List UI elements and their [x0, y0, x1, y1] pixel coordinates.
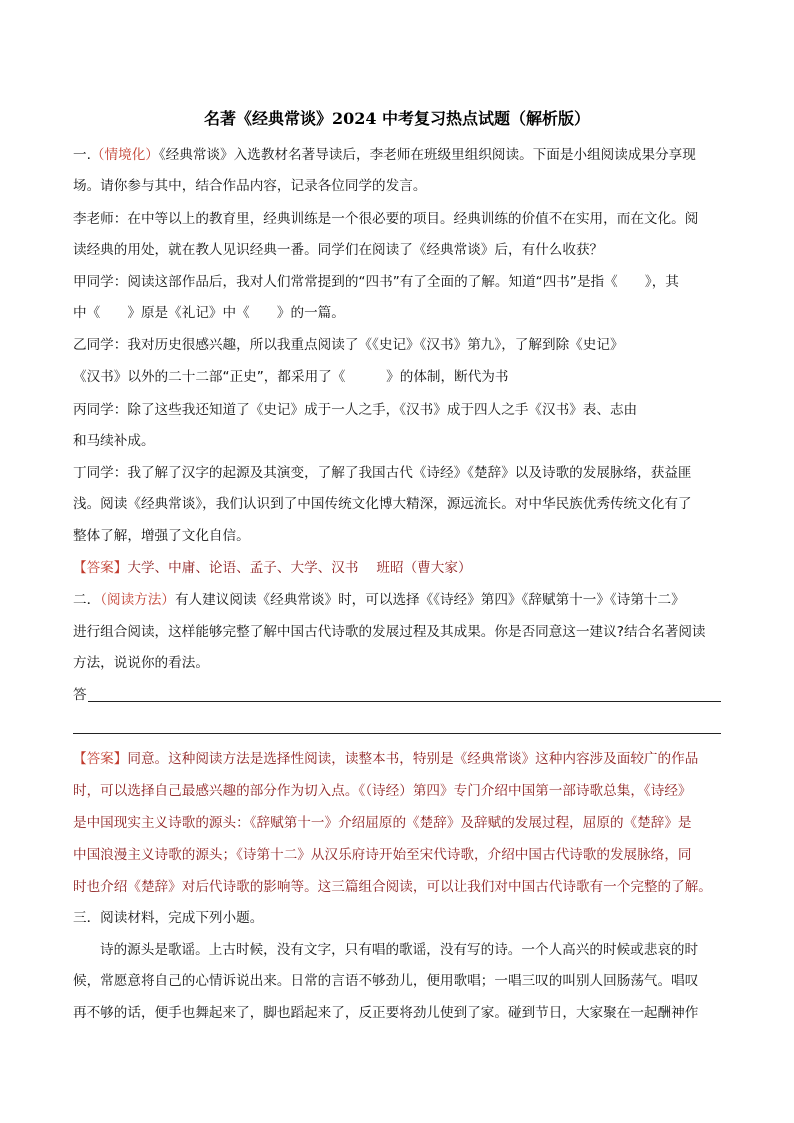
student-bing-line-1: 丙同学：除了这些我还知道了《史记》成于一人之手，《汉书》成于四人之手《汉书》表、志由	[73, 402, 638, 418]
teacher-line-1: 李老师：在中等以上的教育里，经典训练是一个很必要的项目。经典训练的价值不在实用，而在文化。阅	[73, 211, 699, 227]
student-ding-line-3: 整体了解，增强了文化自信。	[73, 528, 250, 544]
q2-tag: （阅读方法）	[100, 592, 175, 608]
q2-line-2: 进行组合阅读，这样能够完整了解中国古代诗歌的发展过程及其成果。你是否同意这一建议?结合名著阅读	[73, 624, 706, 640]
q2-answer-line-1	[73, 750, 733, 768]
q2-answer-line-3: 是中国现实主义诗歌的源头：《辞赋第十一》介绍屈原的《楚辞》及辞赋的发展过程，屈原的《楚辞》是	[73, 815, 692, 831]
q2-number: 二．	[73, 592, 101, 608]
teacher-line-2: 读经典的用处，就在教人见识经典一番。同学们在阅读了《经典常谈》后，有什么收获？	[73, 242, 604, 258]
q1-answer	[73, 559, 733, 577]
q2-line-3: 方法，说说你的看法。	[73, 655, 209, 671]
q3-passage-line-2: 候，常愿意将自己的心情诉说出来。日常的言语不够劲儿，便用歌唱；一唱三叹的叫别人回肠荡气。唱叹	[73, 973, 699, 989]
q1-intro-line-2: 场。请你参与其中，结合作品内容，记录各位同学的发言。	[73, 178, 427, 194]
q1-answer-label: 【答案】	[73, 560, 128, 576]
student-bing-line-2: 和马续补成。	[73, 433, 155, 449]
q1-number: 一.	[73, 147, 91, 163]
q2-answer-line-5: 时也介绍《楚辞》对后代诗歌的影响等。这三篇组合阅读，可以让我们对中国古代诗歌有一个完整的了解。	[73, 879, 712, 895]
q3-passage-line-3: 再不够的话，便手也舞起来了，脚也蹈起来了，反正要将劲儿使到了家。碰到节日，大家聚在一起酬神作	[73, 1005, 699, 1021]
q2-line-1	[73, 591, 733, 609]
document-title: 名著《经典常谈》2024 中考复习热点试题（解析版）	[203, 109, 591, 128]
q1-tag: （情境化）	[90, 147, 159, 163]
q2-answer-line-2: 时，可以选择自己最感兴趣的部分作为切入点。《（诗经）第四》专门介绍中国第一部诗歌总集，《诗经》	[73, 783, 692, 799]
student-jia-line-1: 甲同学：阅读这部作品后，我对人们常常提到的“四书”有了全面的了解。知道“四书”是指《 》，其	[73, 274, 679, 290]
student-jia-line-2: 中《 》原是《礼记》中《 》的一篇。	[73, 305, 345, 321]
q3-heading: 三．阅读材料，完成下列小题。	[73, 910, 264, 926]
q2-text: 有人建议阅读《经典常谈》时，可以选择《《诗经》第四》《辞赋第十一》《诗第十二》	[174, 592, 685, 608]
student-yi-line-1: 乙同学：我对历史很感兴趣，所以我重点阅读了《《史记》《汉书》第九》，了解到除《史记》	[73, 337, 624, 353]
answer-blank-line-1[interactable]	[88, 701, 721, 702]
student-ding-line-1: 丁同学：我了解了汉字的起源及其演变，了解了我国古代《诗经》《楚辞》以及诗歌的发展脉络，获益匪	[73, 465, 692, 481]
q2-answer-text-1: 同意。这种阅读方法是选择性阅读，读整本书，特别是《经典常谈》这种内容涉及面较广的作品	[127, 751, 699, 767]
q1-answer-text: 大学、中庸、论语、孟子、大学、汉书 班昭（曹大家）	[127, 560, 472, 576]
q1-intro-line-1	[73, 146, 733, 164]
q2-answer-label: 【答案】	[73, 751, 128, 767]
q1-intro-text: 《经典常谈》入选教材名著导读后，李老师在班级里组织阅读。下面是小组阅读成果分享现	[158, 147, 696, 163]
student-ding-line-2: 浅。阅读《经典常谈》，我们认识到了中国传统文化博大精深，源远流长。对中华民族优秀传统文化有了	[73, 496, 692, 512]
q2-answer-line-4: 中国浪漫主义诗歌的源头；《诗第十二》从汉乐府诗开始至宋代诗歌，介绍中国古代诗歌的发展脉络，同	[73, 847, 692, 863]
student-yi-line-2: 《汉书》以外的二十二部“正史”，都采用了《 》的体制，断代为书	[73, 369, 509, 385]
q3-passage-line-1: 诗的源头是歌谣。上古时候，没有文字，只有唱的歌谣，没有写的诗。一个人高兴的时候或悲哀的时	[100, 942, 699, 958]
answer-blank-line-2[interactable]	[73, 733, 721, 734]
q2-answer-prompt: 答	[73, 687, 87, 703]
